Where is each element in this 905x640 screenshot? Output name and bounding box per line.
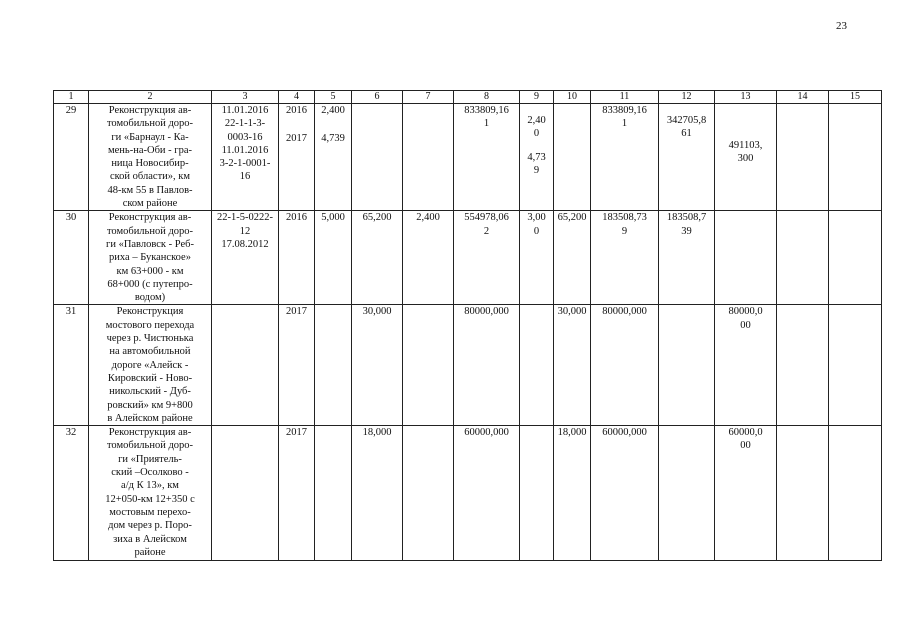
cell-col6 (352, 104, 403, 211)
cell-col11: 60000,000 (591, 426, 659, 561)
document-ref: 22-1-5-0222- 12 17.08.2012 (212, 211, 279, 305)
row-number: 32 (54, 426, 89, 561)
cell-col14 (777, 211, 829, 305)
data-table (53, 90, 882, 561)
column-header: 5 (315, 91, 352, 104)
row-number: 30 (54, 211, 89, 305)
cell-col14 (777, 305, 829, 426)
cell-col5: 5,000 (315, 211, 352, 305)
cell-col15 (829, 104, 882, 211)
column-header: 14 (777, 91, 829, 104)
cell-col10: 65,200 (554, 211, 591, 305)
cell-col11: 833809,16 1 (591, 104, 659, 211)
year-cell: 2017 (279, 426, 315, 561)
table-row (54, 104, 882, 211)
cell-col9 (520, 426, 554, 561)
column-header: 8 (454, 91, 520, 104)
year-cell: 2016 (279, 211, 315, 305)
cell-col14 (777, 426, 829, 561)
column-header: 15 (829, 91, 882, 104)
cell-col10: 18,000 (554, 426, 591, 561)
year-cell: 2017 (279, 305, 315, 426)
cell-col13: 491103, 300 (715, 104, 777, 211)
cell-col8: 833809,16 1 (454, 104, 520, 211)
row-number: 31 (54, 305, 89, 426)
column-header: 10 (554, 91, 591, 104)
cell-col13: 80000,0 00 (715, 305, 777, 426)
cell-col12 (659, 305, 715, 426)
document-ref (212, 305, 279, 426)
page-number: 23 (836, 20, 847, 32)
cell-col6: 65,200 (352, 211, 403, 305)
cell-col15 (829, 305, 882, 426)
cell-col14 (777, 104, 829, 211)
column-header: 2 (89, 91, 212, 104)
cell-col9: 3,00 0 (520, 211, 554, 305)
cell-col10 (554, 104, 591, 211)
cell-col8: 80000,000 (454, 305, 520, 426)
cell-col5 (315, 305, 352, 426)
cell-col6: 18,000 (352, 426, 403, 561)
cell-col8: 60000,000 (454, 426, 520, 561)
object-name: Реконструкция ав- томобильной доро- ги «Приятель- ский –Осолково - а/д К 13», км 12+050-км 12+350 с мостовым перехо- дом через р. Поро- зиха в Алейском районе (89, 426, 212, 561)
column-header: 9 (520, 91, 554, 104)
cell-col7: 2,400 (403, 211, 454, 305)
cell-col12: 342705,8 61 (659, 104, 715, 211)
object-name: Реконструкция ав- томобильной доро- ги «Барнаул - Ка- мень-на-Оби - гра- ница Новосибир- ской области», км 48-км 55 в Павлов- ском районе (89, 104, 212, 211)
cell-col12 (659, 426, 715, 561)
cell-col15 (829, 211, 882, 305)
object-name: Реконструкция ав- томобильной доро- ги «Павловск - Реб- риха – Буканское» км 63+000 - км 68+000 (с путепро- водом) (89, 211, 212, 305)
cell-col7 (403, 104, 454, 211)
header-row (54, 91, 882, 104)
table-row (54, 305, 882, 426)
cell-col9: 2,40 0 4,73 9 (520, 104, 554, 211)
column-header: 11 (591, 91, 659, 104)
cell-col13 (715, 211, 777, 305)
column-header: 4 (279, 91, 315, 104)
cell-col10: 30,000 (554, 305, 591, 426)
table-row (54, 211, 882, 305)
cell-col7 (403, 426, 454, 561)
cell-col6: 30,000 (352, 305, 403, 426)
cell-col15 (829, 426, 882, 561)
table-row (54, 426, 882, 561)
cell-col11: 80000,000 (591, 305, 659, 426)
cell-col5 (315, 426, 352, 561)
cell-col13: 60000,0 00 (715, 426, 777, 561)
document-ref: 11.01.2016 22-1-1-3- 0003-16 11.01.2016 3-2-1-0001- 16 (212, 104, 279, 211)
column-header: 6 (352, 91, 403, 104)
column-header: 1 (54, 91, 89, 104)
document-ref (212, 426, 279, 561)
cell-col11: 183508,73 9 (591, 211, 659, 305)
cell-col7 (403, 305, 454, 426)
cell-col12: 183508,7 39 (659, 211, 715, 305)
cell-col5: 2,400 4,739 (315, 104, 352, 211)
column-header: 7 (403, 91, 454, 104)
cell-col9 (520, 305, 554, 426)
row-number: 29 (54, 104, 89, 211)
column-header: 13 (715, 91, 777, 104)
object-name: Реконструкция мостового перехода через р. Чистюнька на автомобильной дороге «Алейск - Кировский - Ново- никольский - Дуб- ровский» км 9+800 в Алейском районе (89, 305, 212, 426)
column-header: 12 (659, 91, 715, 104)
column-header: 3 (212, 91, 279, 104)
cell-col8: 554978,06 2 (454, 211, 520, 305)
year-cell: 2016 2017 (279, 104, 315, 211)
